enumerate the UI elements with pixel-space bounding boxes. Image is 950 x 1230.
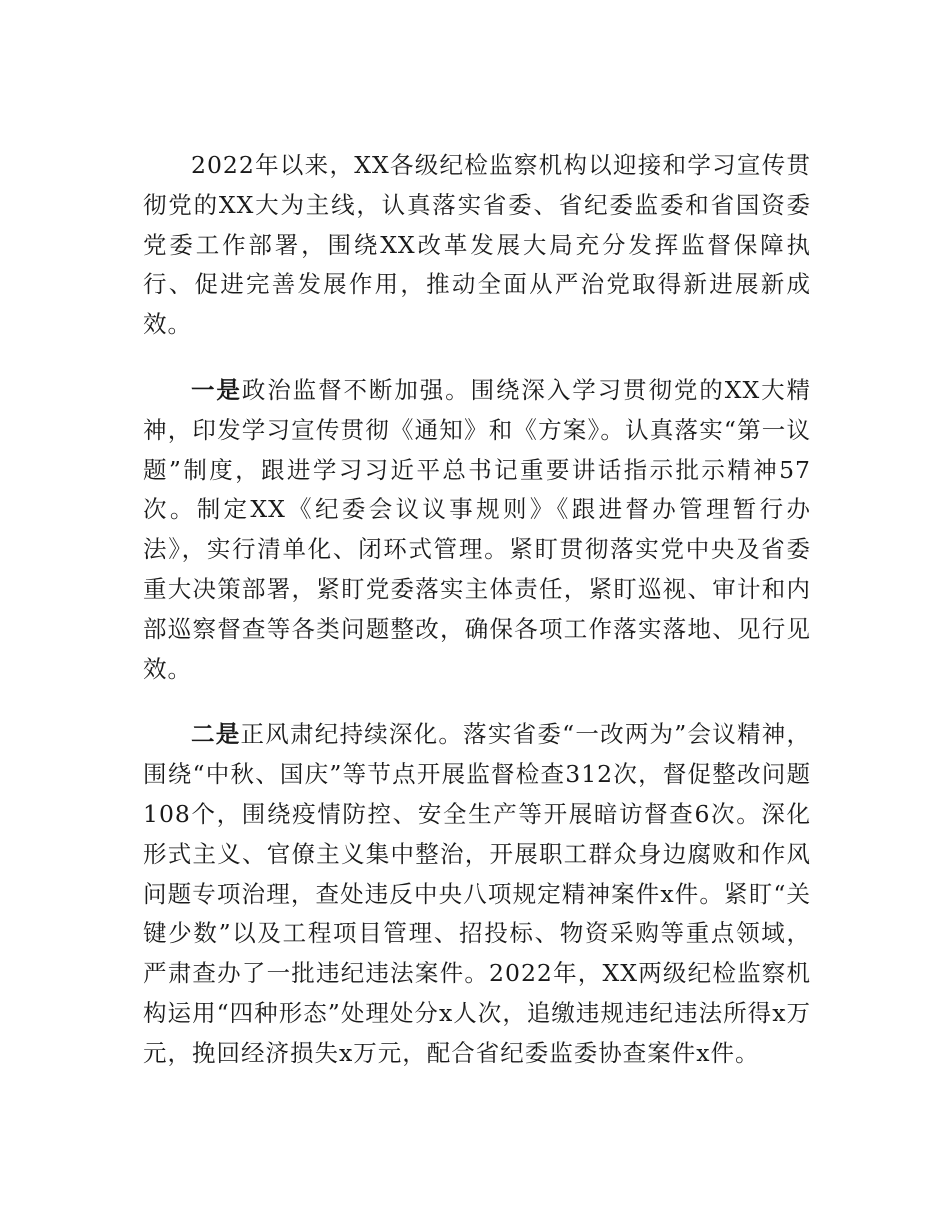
paragraph-intro-text: 2022年以来，XX各级纪检监察机构以迎接和学习宣传贯彻党的XX大为主线，认真落实省委、省纪委监委和省国资委党委工作部署，围绕XX改革发展大局充分发挥监督保障执行、促进完善发展作用，推动全面从严治党取得新进展新成效。 bbox=[143, 151, 811, 339]
paragraph-discipline bbox=[143, 715, 811, 1073]
paragraph-lead-first: 一是 bbox=[191, 375, 242, 404]
document-page bbox=[143, 146, 811, 1074]
paragraph-intro bbox=[143, 146, 811, 345]
paragraph-political-supervision bbox=[143, 371, 811, 689]
paragraph-political-supervision-text: 政治监督不断加强。围绕深入学习贯彻党的XX大精神，印发学习宣传贯彻《通知》和《方案》。认真落实“第一议题”制度，跟进学习习近平总书记重要讲话指示批示精神57次。制定XX《纪委会议议事规则》《跟进督办管理暂行办法》，实行清单化、闭环式管理。紧盯贯彻落实党中央及省委重大决策部署，紧盯党委落实主体责任，紧盯巡视、审计和内部巡察督查等各类问题整改，确保各项工作落实落地、见行见效。 bbox=[143, 375, 812, 683]
paragraph-discipline-text: 正风肃纪持续深化。落实省委“一改两为”会议精神，围绕“中秋、国庆”等节点开展监督检查312次，督促整改问题108个，围绕疫情防控、安全生产等开展暗访督查6次。深化形式主义、官僚主义集中整治，开展职工群众身边腐败和作风问题专项治理，查处违反中央八项规定精神案件x件。紧盯“关键少数”以及工程项目管理、招投标、物资采购等重点领域，严肃查办了一批违纪违法案件。2022年，XX两级纪检监察机构运用“四种形态”处理处分x人次，追缴违规违纪违法所得x万元，挽回经济损失x万元，配合省纪委监委协查案件x件。 bbox=[143, 720, 812, 1067]
paragraph-lead-second: 二是 bbox=[191, 720, 241, 749]
